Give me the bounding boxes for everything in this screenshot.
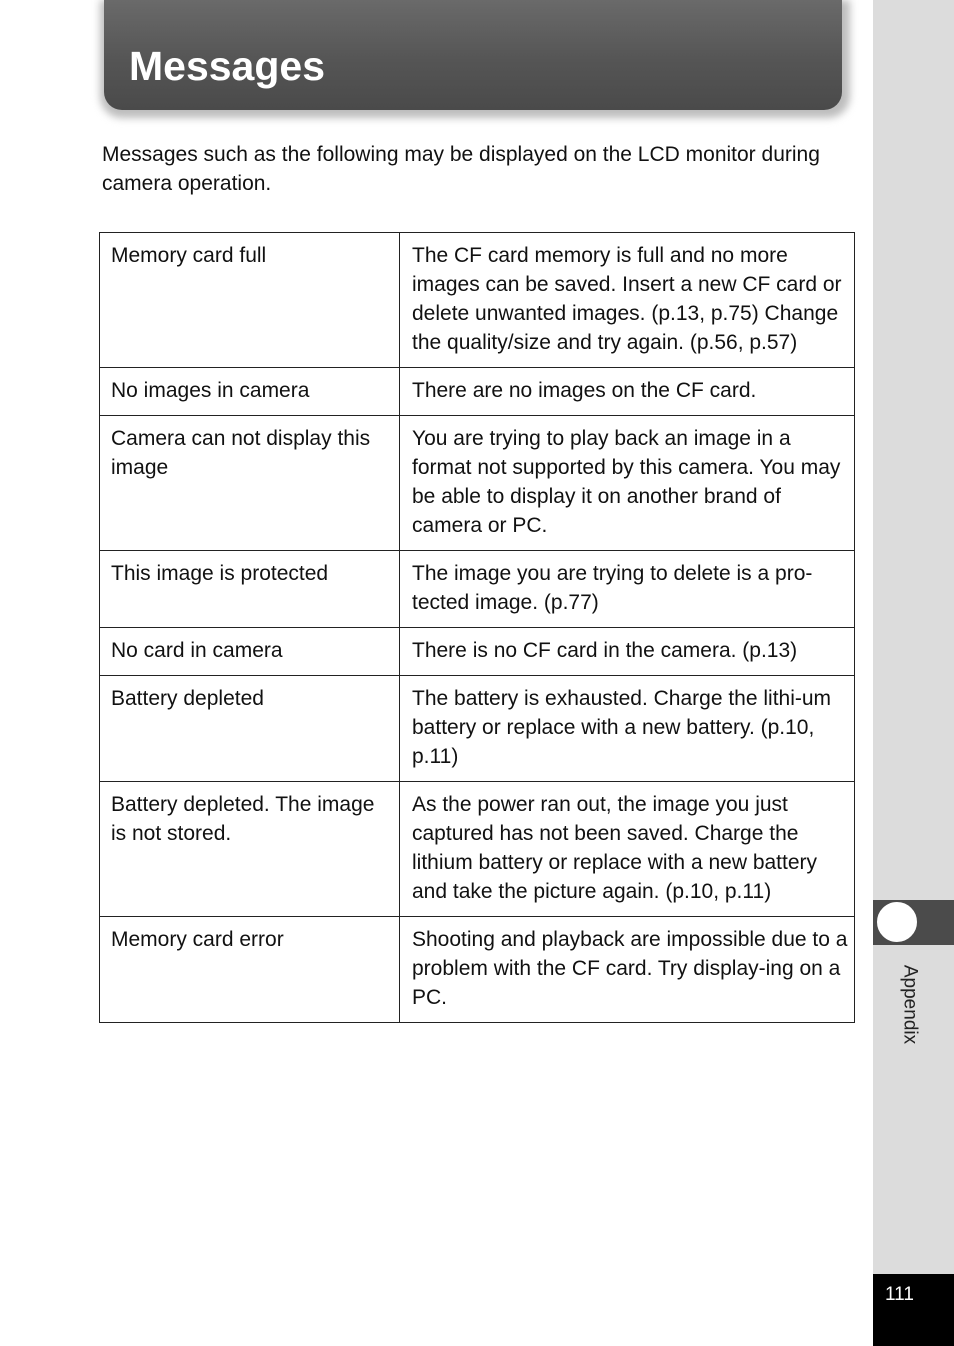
- message-cell: Battery depleted. The image is not stored.: [100, 782, 400, 917]
- description-cell: There is no CF card in the camera. (p.13): [400, 628, 855, 676]
- message-cell: Camera can not display this image: [100, 416, 400, 551]
- intro-paragraph: Messages such as the following may be displayed on the LCD monitor during camera operation.: [102, 143, 820, 195]
- message-cell: No images in camera: [100, 368, 400, 416]
- side-rail: [873, 0, 954, 1346]
- table-row: [100, 368, 855, 416]
- section-label: Appendix: [899, 964, 921, 1045]
- description-cell: There are no images on the CF card.: [400, 368, 855, 416]
- table-row: [100, 628, 855, 676]
- table-row: [100, 782, 855, 917]
- description-cell: The image you are trying to delete is a pro-tected image. (p.77): [400, 551, 855, 628]
- table-row: [100, 551, 855, 628]
- description-cell: The battery is exhausted. Charge the lithi-um battery or replace with a new battery. (p.10, p.11): [400, 676, 855, 782]
- chapter-circle-icon: [875, 900, 919, 944]
- page-number: 111: [885, 1284, 914, 1305]
- table-row: [100, 233, 855, 368]
- messages-table: [99, 232, 855, 1023]
- table-row: [100, 676, 855, 782]
- table-row: [100, 416, 855, 551]
- message-cell: This image is protected: [100, 551, 400, 628]
- message-cell: Memory card error: [100, 917, 400, 1023]
- page-title: Messages: [129, 43, 326, 89]
- message-cell: Memory card full: [100, 233, 400, 368]
- description-cell: As the power ran out, the image you just captured has not been saved. Charge the lithium battery or replace with a new battery and take the picture again. (p.10, p.11): [400, 782, 855, 917]
- message-cell: Battery depleted: [100, 676, 400, 782]
- message-cell: No card in camera: [100, 628, 400, 676]
- table-row: [100, 917, 855, 1023]
- description-cell: The CF card memory is full and no more images can be saved. Insert a new CF card or delete unwanted images. (p.13, p.75) Change the quality/size and try again. (p.56, p.57): [400, 233, 855, 368]
- description-cell: Shooting and playback are impossible due to a problem with the CF card. Try display-ing on a PC.: [400, 917, 855, 1023]
- description-cell: You are trying to play back an image in a format not supported by this camera. You may be able to display it on another brand of camera or PC.: [400, 416, 855, 551]
